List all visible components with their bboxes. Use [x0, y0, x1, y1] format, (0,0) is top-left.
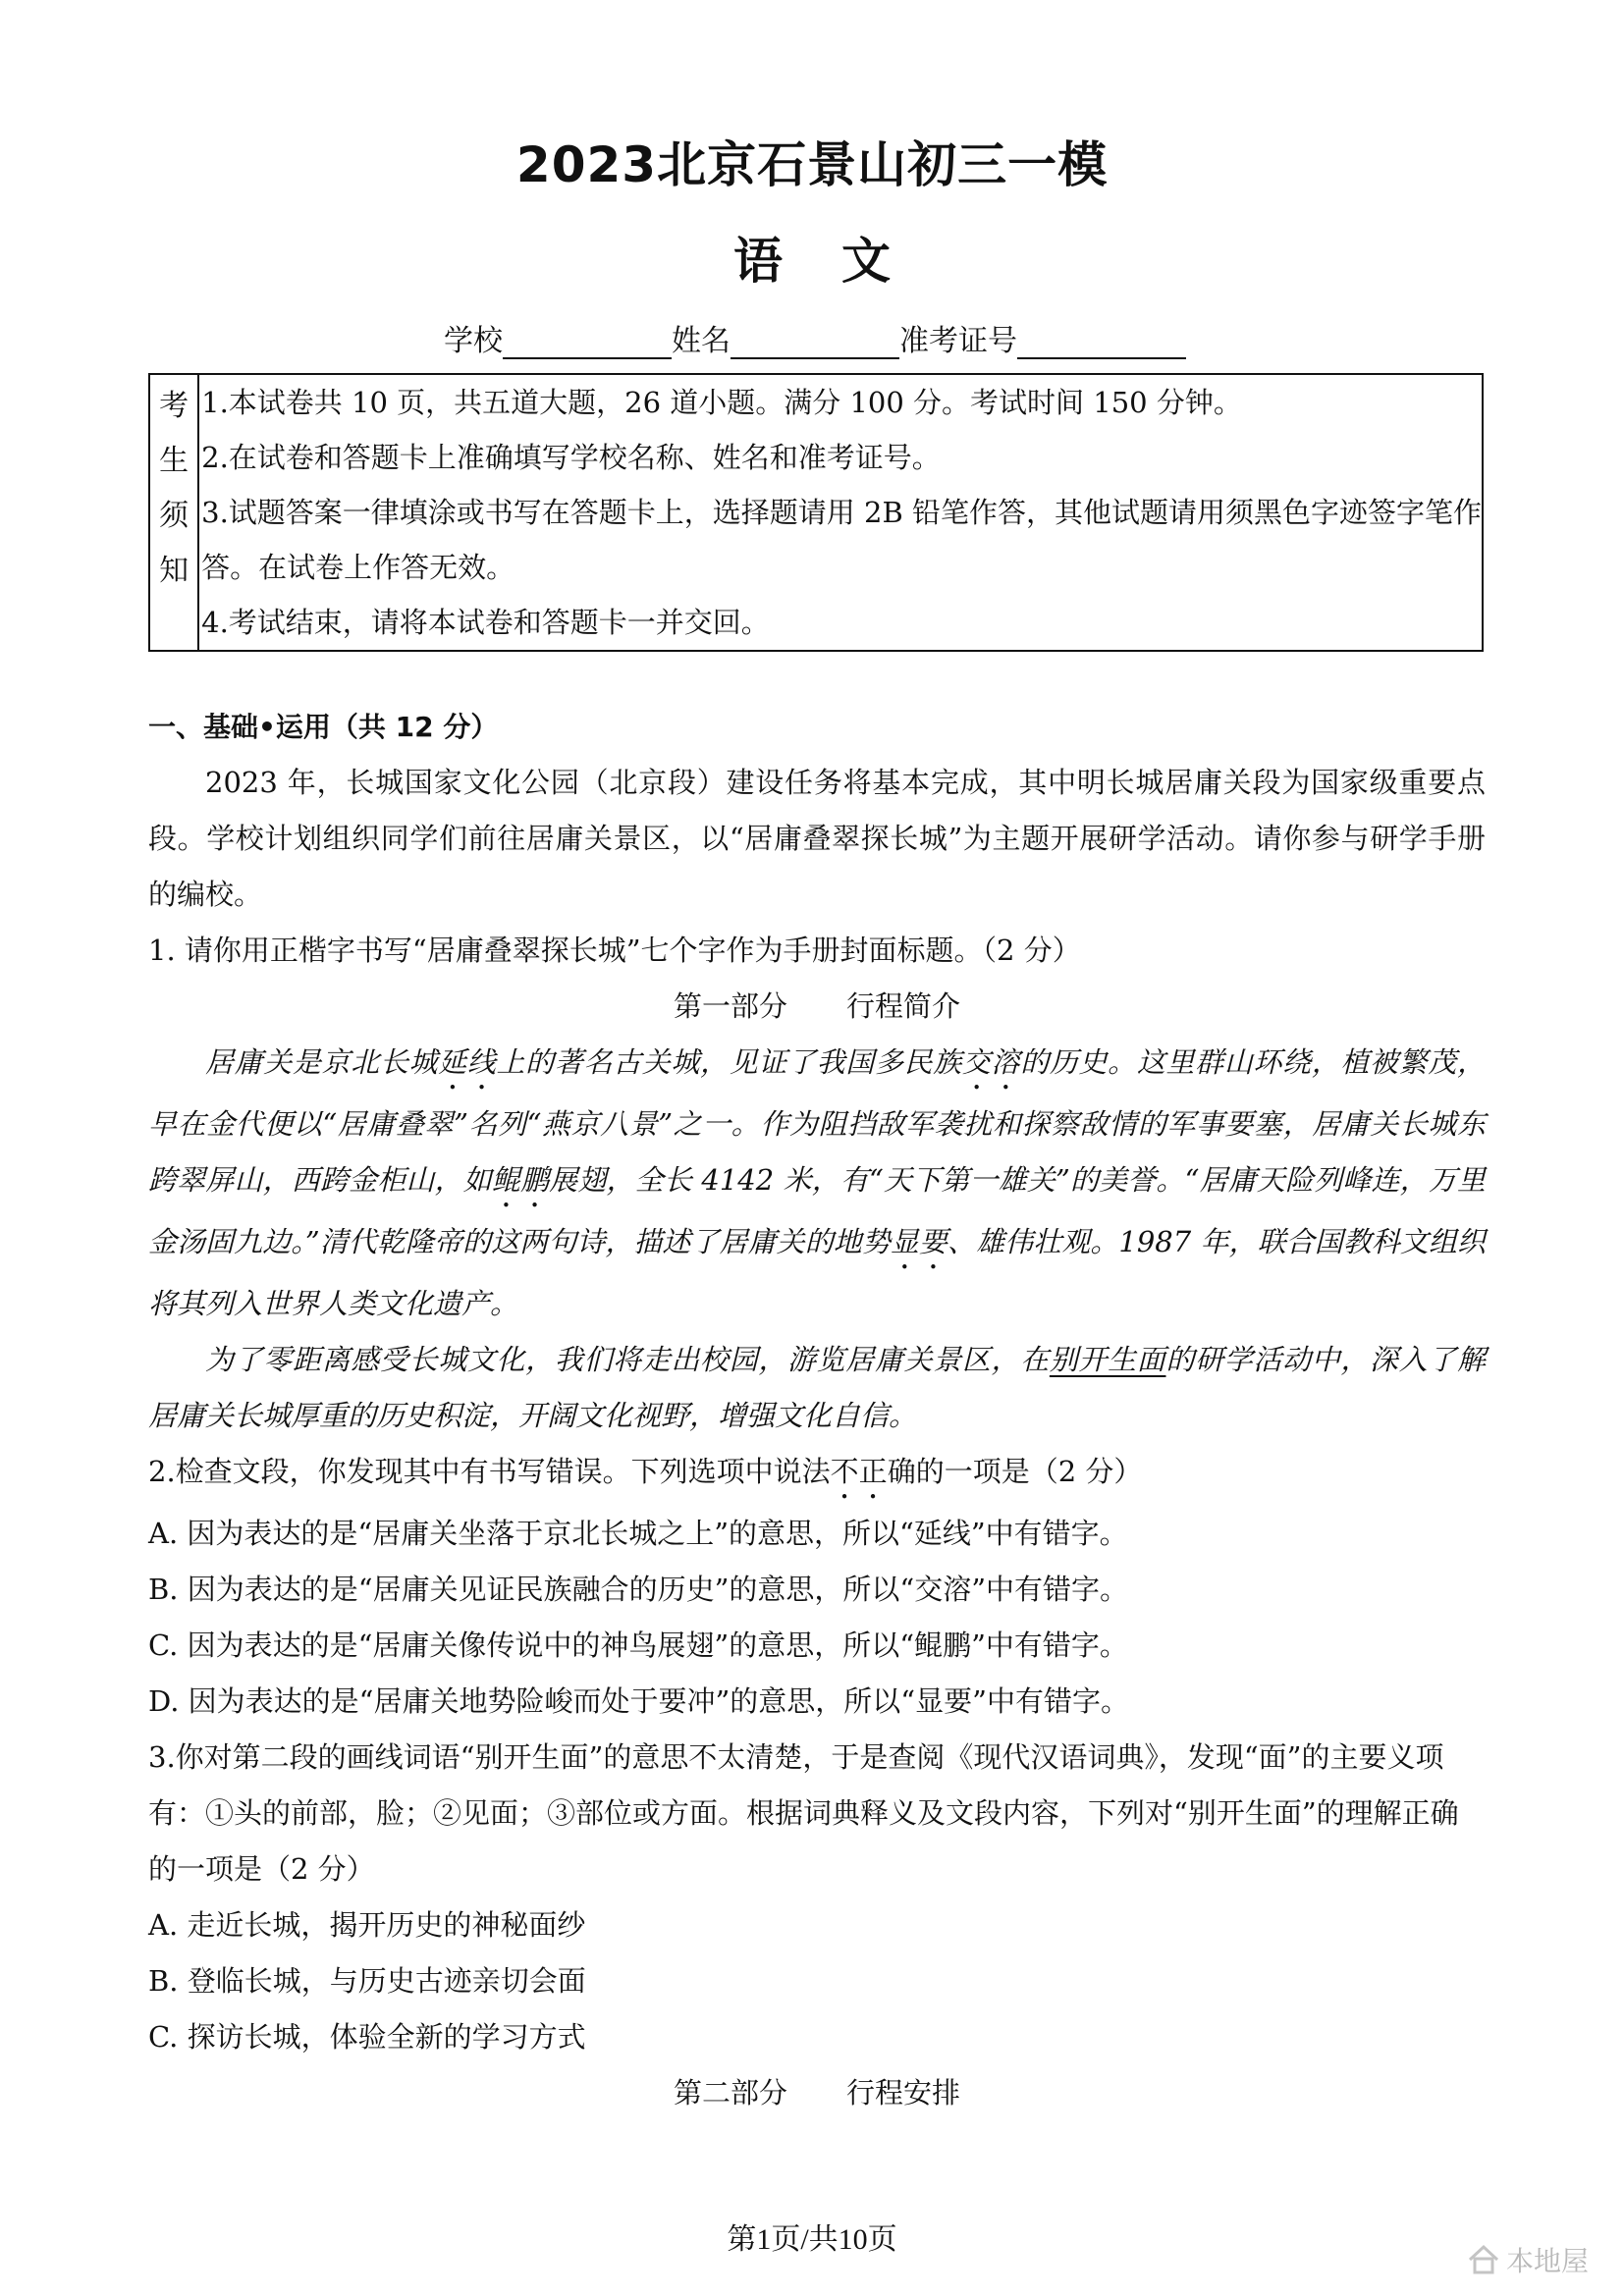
- section-basics: [148, 699, 1486, 2121]
- exam-notice-box: [148, 373, 1484, 652]
- part-1-title: 行程简介: [846, 989, 961, 1023]
- dotted-word: 交溶: [961, 1045, 1021, 1079]
- notice-rule: 4.考试结束，请将本试卷和答题卡一并交回。: [201, 606, 770, 639]
- passage-text: 的历史。这里群山环绕，植被繁茂，早在金代便以“居庸叠翠”名列“燕京八景”之一。作为阻挡敌军袭扰和探察敌情的军事要塞，居庸关长城东跨翠屏山，西跨金柜山，如: [148, 1045, 1486, 1197]
- school-label: 学校: [444, 324, 503, 358]
- notice-side-char: 考: [159, 389, 189, 423]
- passage-paragraph-2: [148, 1332, 1486, 1444]
- option-a: A. 因为表达的是“居庸关坐落于京北长城之上”的意思，所以“延线”中有错字。: [148, 1517, 1128, 1550]
- dotted-word: 鲲鹏: [491, 1163, 550, 1197]
- watermark: [1467, 2240, 1589, 2279]
- option-a: A. 走近长城，揭开历史的神秘面纱: [148, 1908, 586, 1942]
- notice-rule: 答。在试卷上作答无效。: [201, 551, 515, 584]
- passage-text: 展翅，全长 4142 米，有“天下第一雄关”的美誉。“居庸天险列峰连，万里金汤固九边。”清代乾隆帝的这两句诗，描述了居庸关的地势: [148, 1163, 1486, 1258]
- question-1: 1. 请你用正楷字书写“居庸叠翠探长城”七个字作为手册封面标题。（2 分）: [148, 934, 1081, 967]
- name-label: 姓名: [672, 324, 731, 358]
- exam-number-blank: [1017, 328, 1186, 359]
- passage-text: 为了零距离感受长城文化，我们将走出校园，游览居庸关景区，在: [205, 1343, 1050, 1376]
- passage-text: 上的著名古关城，见证了我国多民族: [496, 1045, 962, 1079]
- part-1-label: 第一部分: [673, 989, 787, 1023]
- part-2-label: 第二部分: [673, 2076, 787, 2109]
- notice-rules: [199, 375, 1482, 650]
- part-2-heading: [148, 2065, 1486, 2121]
- passage-text: 的研学活动中，深入了解居庸关长城厚重的历史积淀，开阔文化视野，增强文化自信。: [148, 1343, 1486, 1432]
- page-number: 第1页/共10页: [727, 2223, 897, 2256]
- dotted-word: 显要: [890, 1225, 948, 1258]
- passage-paragraph-1: [148, 1035, 1486, 1332]
- notice-rule: 3.试题答案一律填涂或书写在答题卡上，选择题请用 2B 铅笔作答，其他试题请用须黑色字迹签字笔作: [201, 496, 1482, 529]
- section-intro: 2023 年，长城国家文化公园（北京段）建设任务将基本完成，其中明长城居庸关段为国家级重要点段。学校计划组织同学们前往居庸关景区，以“居庸叠翠探长城”为主题开展研学活动。请你参与研学手册的编校。: [148, 766, 1486, 911]
- name-blank: [731, 328, 899, 359]
- option-b: B. 登临长城，与历史古迹亲切会面: [148, 1964, 586, 1998]
- question-3: 3.你对第二段的画线词语“别开生面”的意思不太清楚，于是查阅《现代汉语词典》，发现“面”的主要义项有：①头的前部，脸；②见面；③部位或方面。根据词典释义及文段内容，下列对“别开生面”的理解正确的一项是（2 分）: [148, 1740, 1459, 1886]
- school-blank: [503, 328, 672, 359]
- passage-text: 、雄伟壮观。1987 年，联合国教科文组织将其列入世界人类文化遗产。: [148, 1225, 1486, 1320]
- question-text: 确的一项是（2 分）: [887, 1455, 1143, 1488]
- option-c: C. 因为表达的是“居庸关像传说中的神鸟展翅”的意思，所以“鲲鹏”中有错字。: [148, 1629, 1128, 1662]
- option-c: C. 探访长城，体验全新的学习方式: [148, 2020, 586, 2054]
- question-2: [148, 1444, 1486, 1506]
- notice-side-char: 生: [159, 444, 189, 478]
- part-2-title: 行程安排: [846, 2076, 961, 2109]
- notice-side-char: 知: [159, 554, 189, 588]
- notice-rule: 1.本试卷共 10 页，共五道大题，26 道小题。满分 100 分。考试时间 150 分钟。: [201, 386, 1242, 419]
- subject-title: 语文: [733, 233, 949, 290]
- dotted-word: 不正: [830, 1455, 888, 1488]
- section-heading: 一、基础•运用（共 12 分）: [148, 711, 499, 743]
- house-icon: [1467, 2243, 1500, 2276]
- notice-side-label: [150, 375, 199, 650]
- notice-rule: 2.在试卷和答题卡上准确填写学校名称、姓名和准考证号。: [201, 441, 941, 474]
- underlined-word: 别开生面: [1049, 1343, 1166, 1376]
- question-text: 2.检查文段，你发现其中有书写错误。下列选项中说法: [148, 1455, 831, 1488]
- dotted-word: 延线: [438, 1045, 497, 1079]
- passage-text: 居庸关是京北长城: [205, 1045, 439, 1079]
- option-b: B. 因为表达的是“居庸关见证民族融合的历史”的意思，所以“交溶”中有错字。: [148, 1573, 1129, 1606]
- part-1-heading: [148, 979, 1486, 1035]
- watermark-text: 本地屋: [1505, 2245, 1589, 2277]
- option-d: D. 因为表达的是“居庸关地势险峻而处于要冲”的意思，所以“显要”中有错字。: [148, 1684, 1129, 1718]
- exam-number-label: 准考证号: [899, 324, 1017, 358]
- page-title: 2023北京石景山初三一模: [515, 136, 1109, 193]
- student-info-line: [444, 316, 1186, 359]
- notice-side-char: 须: [159, 499, 189, 533]
